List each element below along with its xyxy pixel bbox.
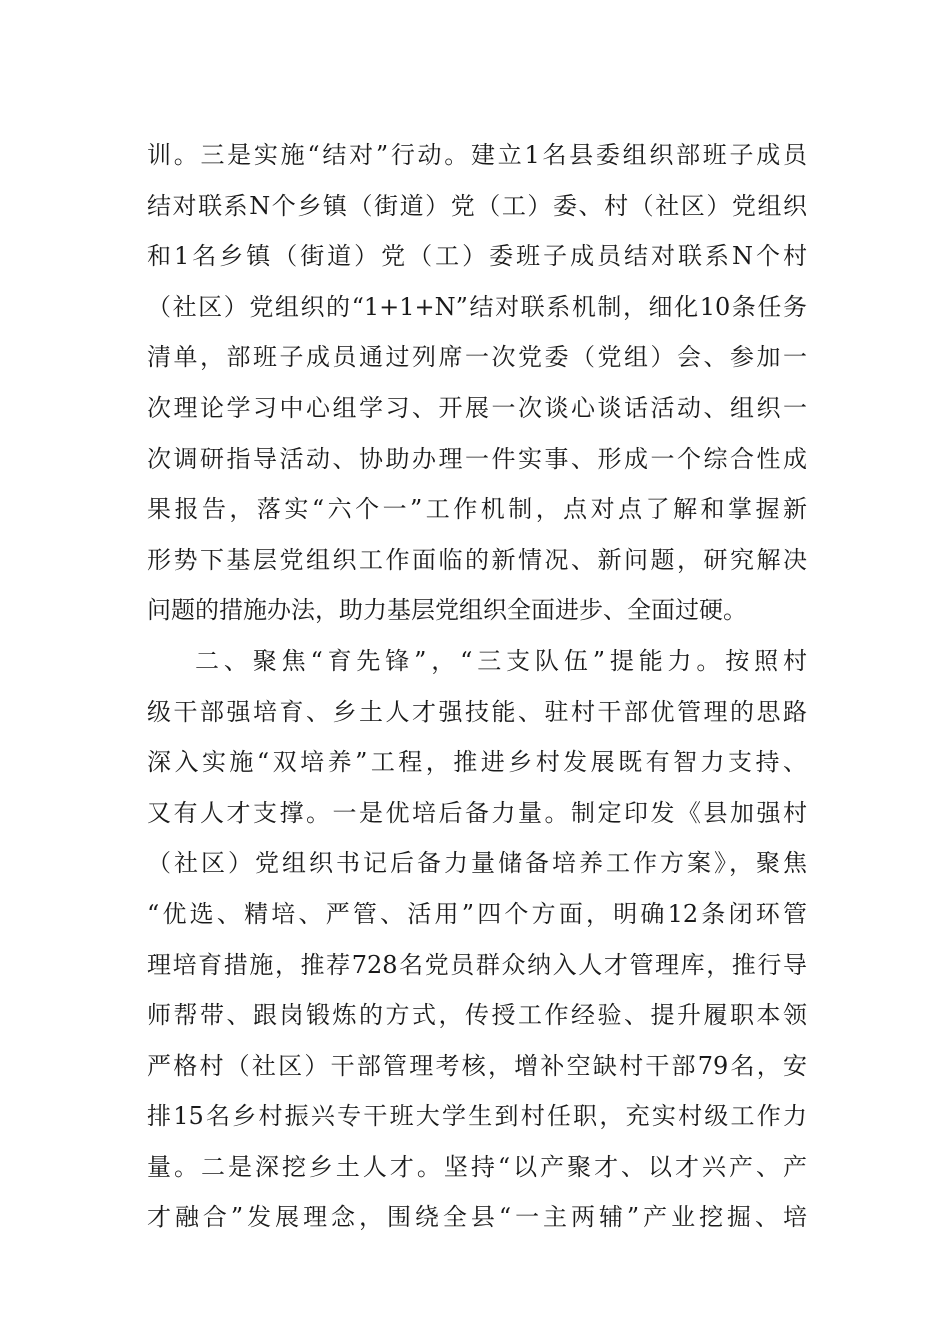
text-line: 果报告，落实“六个一”工作机制，点对点了解和掌握新 <box>147 495 807 524</box>
text-line: 深入实施“双培养”工程，推进乡村发展既有智力支持、 <box>147 748 807 777</box>
section-heading-line: 二、聚焦“育先锋”，“三支队伍”提能力。按照村 <box>195 646 807 675</box>
text-line: 排15名乡村振兴专干班大学生到村任职，充实村级工作力 <box>147 1102 807 1131</box>
text-line: （社区）党组织的“1+1+N”结对联系机制，细化10条任务 <box>147 292 807 321</box>
document-body <box>147 130 807 1243</box>
text-line: 严格村（社区）干部管理考核，增补空缺村干部79名，安 <box>147 1051 807 1080</box>
text-line: 和1名乡镇（街道）党（工）委班子成员结对联系N个村 <box>147 242 807 271</box>
text-line: 清单，部班子成员通过列席一次党委（党组）会、参加一 <box>147 343 807 372</box>
text-line: 次调研指导活动、协助办理一件实事、形成一个综合性成 <box>147 444 807 473</box>
text-line: （社区）党组织书记后备力量储备培养工作方案》，聚焦 <box>147 849 807 878</box>
text-line: 形势下基层党组织工作面临的新情况、新问题，研究解决 <box>147 545 807 574</box>
text-line: 理培育措施，推荐728名党员群众纳入人才管理库，推行导 <box>147 950 807 979</box>
text-line: 级干部强培育、乡土人才强技能、驻村干部优管理的思路 <box>147 697 807 726</box>
text-line: 才融合”发展理念，围绕全县“一主两辅”产业挖掘、培 <box>147 1203 807 1232</box>
text-line: 结对联系N个乡镇（街道）党（工）委、村（社区）党组织 <box>147 191 807 220</box>
text-line: 次理论学习中心组学习、开展一次谈心谈话活动、组织一 <box>147 393 807 422</box>
text-line: 又有人才支撑。一是优培后备力量。制定印发《县加强村 <box>147 798 807 827</box>
text-line: 量。二是深挖乡土人才。坚持“以产聚才、以才兴产、产 <box>147 1152 807 1181</box>
text-line: 问题的措施办法，助力基层党组织全面进步、全面过硬。 <box>147 596 747 625</box>
text-line: 训。三是实施“结对”行动。建立1名县委组织部班子成员 <box>147 141 807 169</box>
text-line: 师帮带、跟岗锻炼的方式，传授工作经验、提升履职本领 <box>147 1001 807 1030</box>
text-line: “优选、精培、严管、活用”四个方面，明确12条闭环管 <box>147 899 807 928</box>
